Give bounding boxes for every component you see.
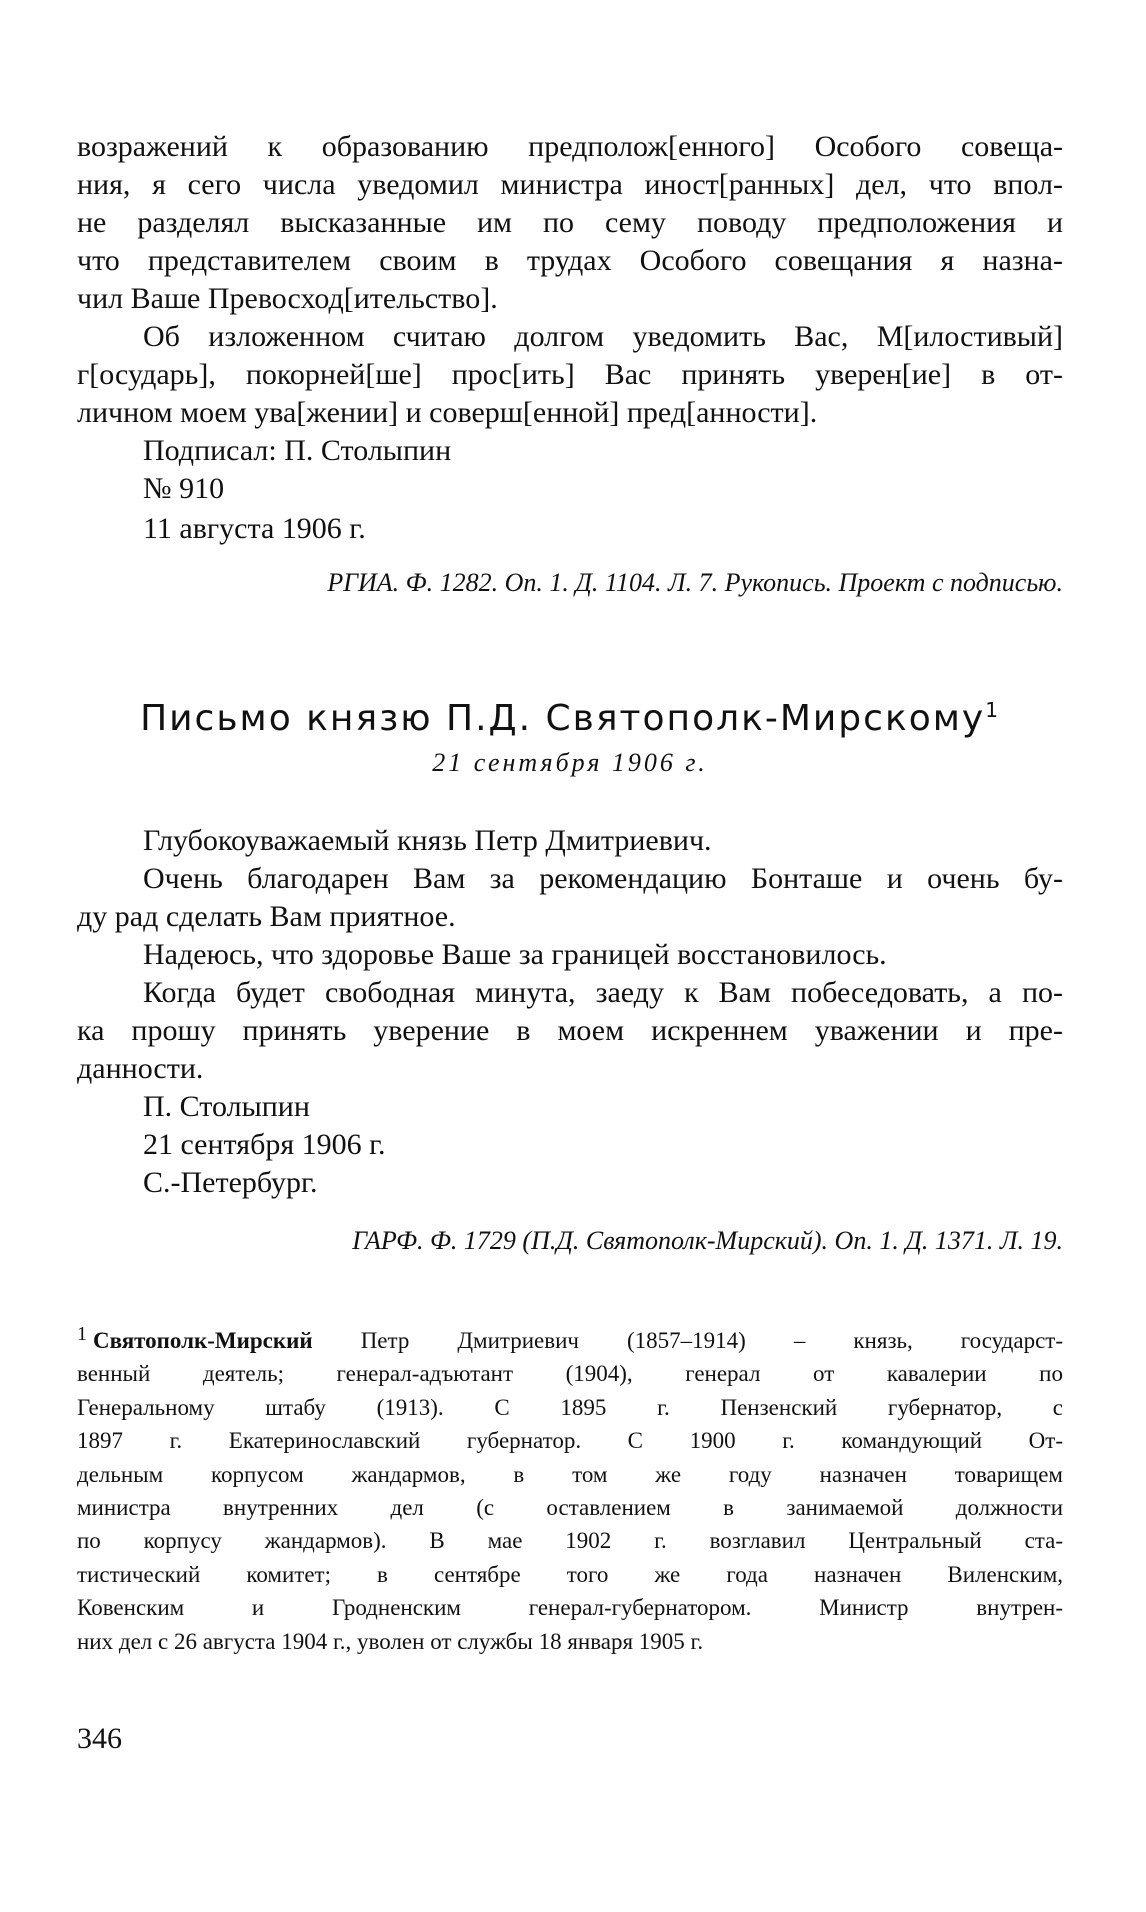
footnote-name: Святополк-Мирский: [93, 1328, 313, 1353]
text-line: г[осударь], покорней[ше] прос[ить] Вас принять уверен[ие] в от-: [77, 358, 1063, 391]
document-number: № 910: [143, 472, 225, 505]
text-line: ния, я сего числа уведомил министра иност[ранных] дел, что впол-: [77, 168, 1063, 201]
text-line: 1897 г. Екатеринославский губернатор. С 1900 г. командующий От-: [77, 1428, 1063, 1454]
archive-source: ГАРФ. Ф. 1729 (П.Д. Святополк-Мирский). Оп. 1. Д. 1371. Л. 19.: [352, 1226, 1063, 1255]
letter-title-text: Письмо князю П.Д. Святополк-Мирскому: [140, 698, 986, 739]
text-line: дельным корпусом жандармов, в том же году назначен товарищем: [77, 1461, 1063, 1487]
text-line: данности.: [77, 1052, 204, 1085]
text-line: тистический комитет; в сентябре того же года назначен Виленским,: [77, 1561, 1063, 1587]
text-line: личном моем ува[жении] и соверш[енной] пред[анности].: [77, 396, 818, 429]
letter-paragraph: [77, 860, 1063, 936]
letter-body: [77, 822, 1063, 1258]
text-line: возражений к образованию предполож[енного] Особого совеща-: [77, 130, 1063, 163]
letter-date-heading: 21 сентября 1906 г.: [432, 748, 708, 777]
letter-paragraph: [77, 974, 1063, 1088]
letter-title: [77, 698, 1063, 739]
footnote-text: Петр Дмитриевич (1857–1914) – князь, государст-: [360, 1328, 1064, 1353]
footnote-mark: 1: [77, 1323, 87, 1345]
text-line: венный деятель; генерал-адъютант (1904), генерал от кавалерии по: [77, 1361, 1063, 1387]
text-line: министра внутренних дел (с оставлением в занимаемой должности: [77, 1495, 1063, 1521]
letter-place: С.-Петербург.: [143, 1166, 318, 1199]
text-line: Ковенским и Гродненским генерал-губернатором. Министр внутрен-: [77, 1595, 1063, 1621]
letter-paragraph: Надеюсь, что здоровье Ваше за границей восстановилось.: [143, 938, 887, 971]
document-date: 11 августа 1906 г.: [143, 512, 366, 545]
letter-date: 21 сентября 1906 г.: [143, 1128, 386, 1161]
page-number: 346: [77, 1722, 122, 1755]
signed-line: Подписал: П. Столыпин: [143, 434, 452, 467]
paragraph-continuation: [77, 128, 1063, 318]
text-line: что представителем своим в трудах Особого совещания я назна-: [77, 244, 1063, 277]
text-line: ду рад сделать Вам приятное.: [77, 900, 456, 933]
text-line: Генеральному штабу (1913). С 1895 г. Пензенский губернатор, с: [77, 1394, 1063, 1420]
top-text-block: [77, 128, 1063, 600]
text-line: Очень благодарен Вам за рекомендацию Бонташе и очень бу-: [143, 862, 1063, 895]
text-line: чил Ваше Превосход[ительство].: [77, 282, 498, 315]
signature: П. Столыпин: [143, 1090, 310, 1123]
footnote: [77, 1318, 1063, 1658]
paragraph-closing: [77, 318, 1063, 432]
footnote-reference: 1: [985, 698, 1000, 722]
text-line: ка прошу принять уверение в моем искреннем уважении и пре-: [77, 1014, 1063, 1047]
text-line: Об изложенном считаю долгом уведомить Вас, М[илостивый]: [143, 320, 1063, 353]
text-line: них дел с 26 августа 1904 г., уволен от службы 18 января 1905 г.: [77, 1628, 704, 1654]
text-line: Когда будет свободная минута, заеду к Вам побеседовать, а по-: [143, 976, 1063, 1009]
text-line: по корпусу жандармов). В мае 1902 г. возглавил Центральный ста-: [77, 1528, 1063, 1554]
text-line: [77, 1318, 1063, 1357]
greeting: Глубокоуважаемый князь Петр Дмитриевич.: [143, 824, 712, 857]
archive-source: РГИА. Ф. 1282. Оп. 1. Д. 1104. Л. 7. Рукопись. Проект с подписью.: [327, 568, 1063, 597]
footnote-block: [77, 1318, 1063, 1658]
text-line: не разделял высказанные им по сему поводу предположения и: [77, 206, 1063, 239]
